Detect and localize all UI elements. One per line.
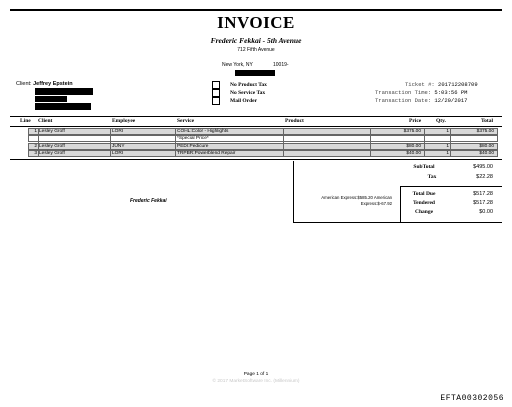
summary-divider — [400, 186, 502, 187]
col-header-total: Total — [481, 118, 494, 124]
row-price: $80.00 — [406, 144, 421, 149]
row-service: TRPBR:Powerblend Repair — [177, 151, 236, 156]
column-divider — [283, 128, 284, 157]
transaction-time-value: 5:03:56 PM — [434, 89, 468, 96]
client-name: Jeffrey Epstein — [33, 81, 73, 87]
row-total: $40.00 — [479, 151, 494, 156]
row-total: $80.00 — [479, 144, 494, 149]
row-qty: 1 — [446, 151, 449, 156]
page-number: Page 1 of 1 — [243, 372, 269, 377]
summary-bottom-border — [293, 222, 502, 223]
signature-name: Frederic Fekkai — [130, 198, 167, 204]
row-client: Lesley Groff — [39, 144, 65, 149]
table-bottom-rule — [10, 159, 502, 160]
city-state: New York, NY — [222, 62, 253, 68]
payment-details — [300, 195, 392, 207]
copyright-notice: © 2017 MarketSoftware Inc. (Millennium) — [212, 379, 300, 384]
payment-line-1: American Express:$585.20 American — [321, 195, 392, 200]
row-line-number: 3 — [34, 151, 37, 156]
tax-label: Tax — [427, 174, 437, 180]
summary-inner-border — [400, 186, 401, 222]
transaction-date-label: Transaction Date: — [375, 97, 432, 104]
ticket-label: Ticket #: — [405, 81, 435, 88]
no-service-tax-checkbox[interactable] — [212, 89, 220, 97]
transaction-date-row — [375, 97, 467, 104]
row-client: Lesley Groff — [39, 129, 65, 134]
payment-line-2: Express:$-67.92 — [360, 201, 392, 206]
column-divider — [450, 128, 451, 157]
row-employee: JUNY — [112, 144, 125, 149]
redaction-block — [35, 96, 67, 102]
redaction-block — [35, 88, 93, 95]
redaction-block — [235, 70, 275, 76]
no-service-tax-label: No Service Tax — [230, 90, 266, 96]
client-block — [16, 81, 73, 87]
subtotal-value: $495.00 — [473, 164, 493, 170]
mail-order-label: Mail Order — [230, 98, 258, 104]
table-top-rule — [10, 116, 502, 117]
ticket-value: 201712208709 — [438, 81, 478, 88]
mail-order-checkbox[interactable] — [212, 97, 220, 105]
zip-code: 10019- — [273, 62, 289, 68]
column-divider — [110, 128, 111, 157]
subtotal-label: SubTotal — [413, 164, 435, 170]
tendered-value: $517.28 — [473, 200, 493, 206]
top-rule — [10, 9, 502, 11]
column-divider — [370, 128, 371, 157]
transaction-date-value: 12/20/2017 — [434, 97, 468, 104]
transaction-time-row — [375, 89, 467, 96]
summary-left-border — [293, 161, 294, 223]
change-label: Change — [414, 209, 434, 215]
col-header-employee: Employee — [112, 118, 136, 124]
client-label: Client: — [16, 81, 32, 87]
row-service: COHL:Color - Highlights — [177, 129, 229, 134]
col-header-service: Service — [177, 118, 195, 124]
ticket-number-row — [405, 81, 478, 88]
table-row-note — [28, 135, 498, 142]
column-divider — [38, 128, 39, 157]
no-product-tax-label: No Product Tax — [230, 82, 267, 88]
row-employee: LORI — [112, 129, 124, 134]
col-header-client: Client — [38, 118, 53, 124]
row-client: Lesley Groff — [39, 151, 65, 156]
no-product-tax-checkbox[interactable] — [212, 81, 220, 89]
column-divider — [175, 128, 176, 157]
change-value: $0.00 — [479, 209, 493, 215]
redaction-block — [35, 103, 91, 110]
transaction-time-label: Transaction Time: — [375, 89, 432, 96]
col-header-price: Price — [409, 118, 422, 124]
salon-name: Frederic Fekkai - 5th Avenue — [210, 36, 302, 45]
row-price: $40.00 — [406, 151, 421, 156]
row-line-number: 1 — [34, 129, 37, 134]
row-line-number: 2 — [34, 144, 37, 149]
table-header-rule — [10, 126, 502, 127]
column-divider — [424, 128, 425, 157]
tendered-label: Tendered — [412, 200, 435, 206]
col-header-line: Line — [20, 118, 31, 124]
row-total: $375.00 — [476, 129, 494, 134]
total-due-value: $517.28 — [473, 191, 493, 197]
address-line: 712 Fifth Avenue — [237, 47, 275, 53]
row-qty: 1 — [446, 129, 449, 134]
row-price: $375.00 — [403, 129, 421, 134]
invoice-title: INVOICE — [217, 13, 295, 32]
col-header-qty: Qty. — [436, 118, 446, 124]
bates-number: EFTA00302056 — [440, 394, 504, 403]
row-note: *Special Price* — [177, 136, 209, 141]
total-due-label: Total Due — [412, 191, 436, 197]
col-header-product: Product — [285, 118, 304, 124]
row-service: PEDI:Pedicure — [177, 144, 209, 149]
row-employee: LORI — [112, 151, 124, 156]
row-qty: 1 — [446, 144, 449, 149]
tax-value: $22.28 — [476, 174, 493, 180]
